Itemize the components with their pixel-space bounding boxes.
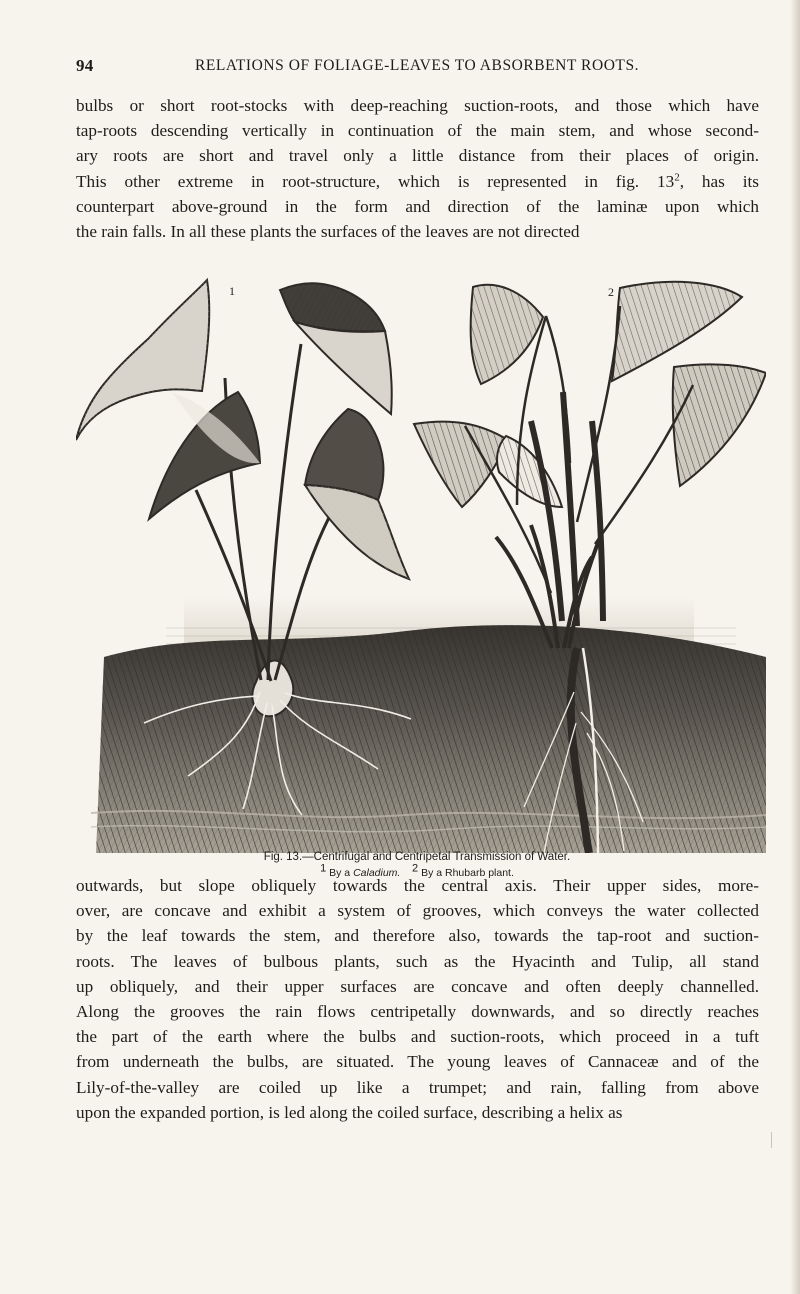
page-header [76, 56, 758, 84]
figure-label-1: 1 [229, 284, 235, 298]
paragraph-top-line-1: bulbs or short root-stocks with deep-reaching suction-roots, and those which have [76, 96, 759, 115]
figure-label-2: 2 [608, 285, 614, 299]
paragraph-top [76, 93, 759, 244]
paragraph-top-line-5: counterpart above-ground in the form and direction of the laminæ upon which [76, 196, 759, 216]
paragraph-bottom-line-5: up obliquely, and their upper surfaces are concave and often deeply channelled. [76, 976, 759, 996]
paragraph-bottom-line-9: Lily-of-the-valley are coiled up like a trumpet; and rain, falling from above [76, 1077, 759, 1097]
plant-illustration [76, 275, 766, 853]
caption-caladium-prefix: By a [329, 867, 351, 879]
paragraph-bottom-line-2: over, are concave and exhibit a system of grooves, which conveys the water collected [76, 901, 759, 921]
paragraph-top-line-2: tap-roots descending vertically in continuation of the main stem, and whose second- [76, 121, 759, 141]
paragraph-top-line-6: the rain falls. In all these plants the surfaces of the leaves are not directed [76, 222, 580, 242]
caption-superscript-1: 1 [320, 862, 327, 875]
paragraph-top-line-4 [76, 169, 759, 194]
caption-rhubarb: By a Rhubarb plant. [421, 867, 514, 879]
paragraph-bottom [76, 873, 759, 1125]
caption-superscript-2: 2 [412, 862, 419, 875]
running-head: RELATIONS OF FOLIAGE-LEAVES TO ABSORBENT ROOTS. [194, 57, 640, 74]
paragraph-bottom-line-10: upon the expanded portion, is led along the coiled surface, describing a helix as [76, 1102, 623, 1122]
paragraph-bottom-line-6: Along the grooves the rain flows centripetally downwards, and so directly reaches [76, 1002, 759, 1022]
page-margin-mark [771, 1132, 772, 1148]
page-number: 94 [76, 56, 94, 75]
caption-caladium-name: Caladium. [353, 867, 401, 879]
paragraph-top-line-3: ary roots are short and travel only a little distance from their places of origin. [76, 146, 759, 166]
figure-reference-superscript: 2 [674, 170, 680, 183]
paragraph-top-line-4-end: , has its [679, 171, 759, 191]
paragraph-bottom-line-1: outwards, but slope obliquely towards the central axis. Their upper sides, more- [76, 876, 759, 895]
paragraph-bottom-line-8: from underneath the bulbs, are situated. The young leaves of Cannaceæ and of the [76, 1052, 759, 1072]
figure-caption-main: Fig. 13.—Centrifugal and Centripetal Transmission of Water. [263, 851, 571, 863]
paragraph-top-line-4-start: This other extreme in root-structure, which is represented in fig. 13 [76, 171, 675, 191]
paragraph-bottom-line-4: roots. The leaves of bulbous plants, such as the Hyacinth and Tulip, all stand [76, 951, 759, 971]
paragraph-bottom-line-7: the part of the earth where the bulbs and suction-roots, which proceed in a tuft [76, 1027, 759, 1047]
soil-section [91, 625, 766, 853]
page-edge-shadow [790, 0, 800, 1294]
paragraph-bottom-line-3: by the leaf towards the stem, and therefore also, towards the tap-root and suction- [76, 926, 759, 946]
